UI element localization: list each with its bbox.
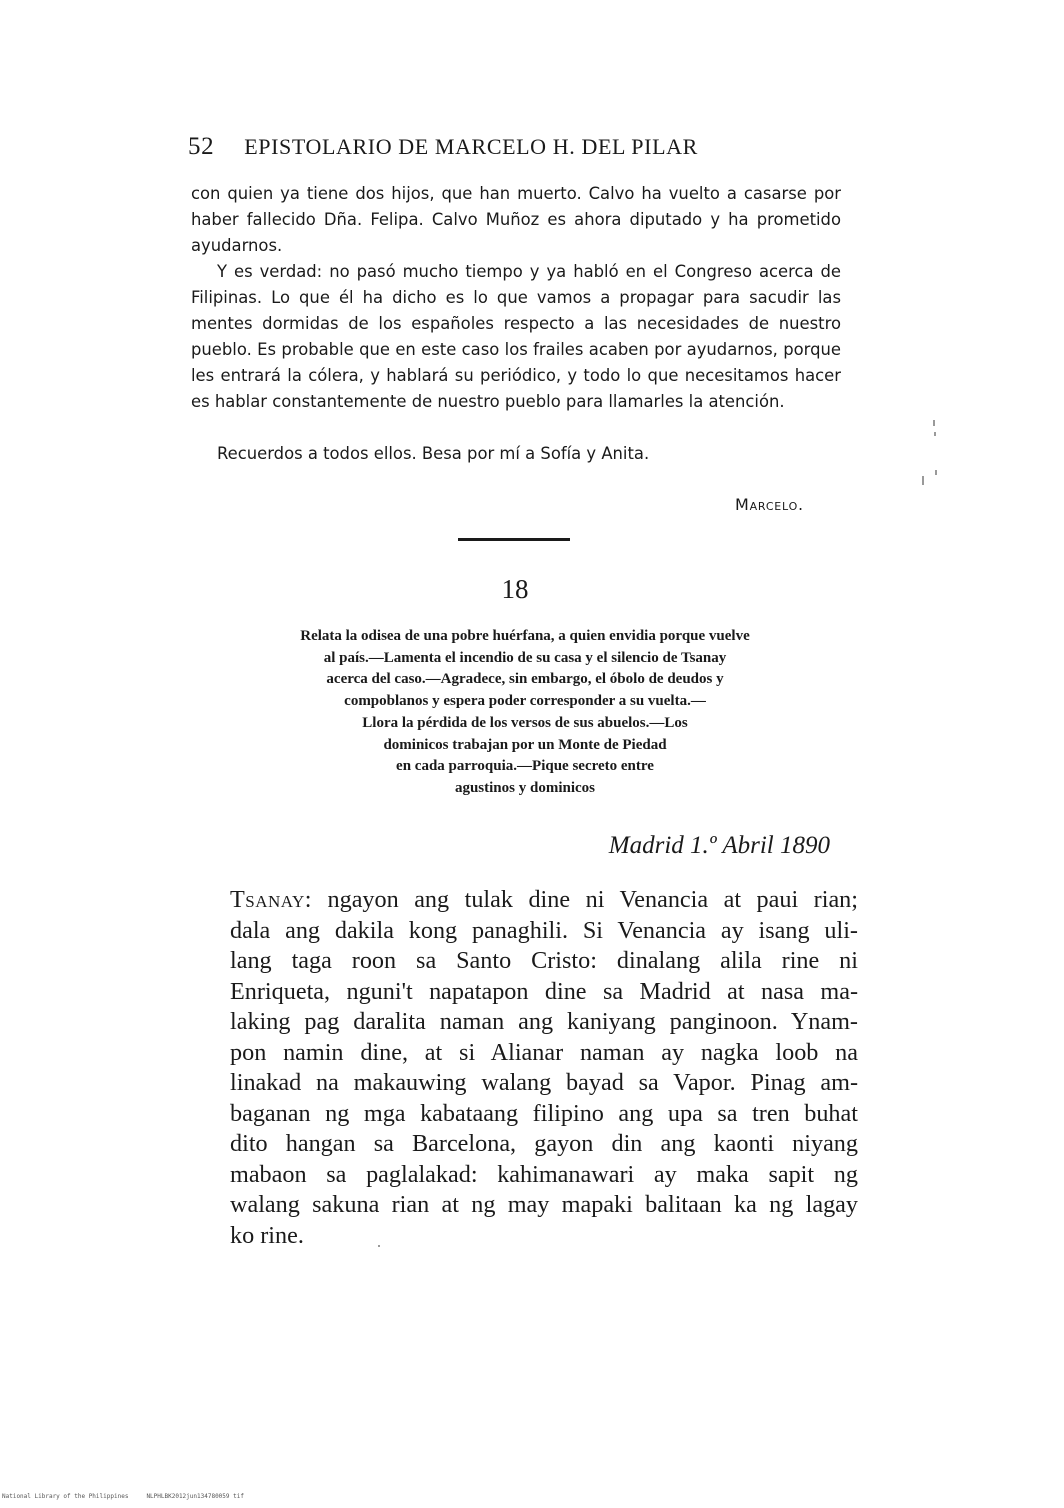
summary-line: dominicos trabajan por un Monte de Piedad [383, 736, 667, 753]
body-line: linakad na makauwing walang bayad sa Vapor. Pinag am- [230, 1069, 858, 1096]
body-line: pon namin dine, at si Alianar naman ay nagka loob na [230, 1038, 858, 1066]
letter-body [230, 885, 858, 1251]
scan-speck [935, 470, 937, 475]
body-line [230, 885, 858, 916]
body-line: lang taga roon sa Santo Cristo: dinalang alila rine ni [230, 947, 858, 974]
scan-speck [934, 432, 936, 436]
body-line: dala ang dakila kong panaghili. Si Venancia ay isang uli- [230, 916, 858, 944]
scan-speck [922, 476, 924, 485]
scan-reference: NLPHLBK2012jun134780059 tif [146, 1493, 244, 1500]
signature-text: Marcelo. [735, 495, 804, 514]
scan-speck [378, 1245, 380, 1247]
summary-line: Relata la odisea de una pobre huérfana, a quien envidia porque vuelve [300, 628, 750, 644]
summary-line: compoblanos y espera poder corresponder a su vuelta.— [344, 693, 706, 710]
summary-line: agustinos y dominicos [454, 779, 596, 796]
running-title: EPISTOLARIO DE MARCELO H. DEL PILAR [244, 134, 698, 159]
page-number: 52 [188, 133, 215, 160]
summary-line: en cada parroquia.—Pique secreto entre [396, 758, 654, 775]
addressee: Tsanay: [230, 886, 312, 913]
body-line: baganan ng mga kabataang filipino ang upa sa tren buhat [230, 1099, 858, 1127]
summary-line: Llora la pérdida de los versos de sus abuelos.—Los [362, 714, 688, 731]
previous-letter-paragraph: con quien ya tiene dos hijos, que han muerto. Calvo ha vuelto a casarse por haber fallecido Dña. Felipa. Calvo Muñoz es ahora diputado y ha prometido ayudarnos. [191, 184, 841, 255]
scan-speck [933, 420, 935, 426]
body-line: laking pag daralita naman ang kaniyang panginoon. Ynam- [230, 1008, 858, 1035]
letter-number: 18 [501, 574, 529, 604]
previous-letter-paragraph: Y es verdad: no pasó mucho tiempo y ya habló en el Congreso acerca de Filipinas. Lo que él ha dicho es lo que vamos a propagar para sacudir las mentes dormidas de los españoles respecto a las necesidades de nuestro pueblo. Es probable que en este caso los frailes acaben por ayudarnos, porque les entrará la cólera, y hablará su periódico, y todo lo que necesitamos hacer es hablar constantemente de nuestro pueblo para llamarles la atención. [191, 262, 841, 411]
body-line: walang sakuna rian at ng may mapaki balitaan ka ng lagay [230, 1191, 858, 1218]
signature [735, 495, 845, 514]
scan-source: National Library of the Philippines [2, 1493, 129, 1500]
body-line-text: ngayon ang tulak dine ni Venancia at paui rian; [327, 886, 858, 913]
section-divider [458, 538, 570, 541]
body-line: dito hangan sa Barcelona, gayon din ang kaonti niyang [230, 1130, 858, 1157]
letter-date: Madrid 1.º Abril 1890 [608, 832, 830, 859]
summary-line: al país.—Lamenta el incendio de su casa y el silencio de Tsanay [323, 649, 727, 666]
body-line: mabaon sa paglalakad: kahimanawari ay maka sapit ng [230, 1160, 858, 1188]
previous-letter-paragraph: Recuerdos a todos ellos. Besa por mí a Sofía y Anita. [217, 444, 650, 463]
body-line: ko rine. [230, 1221, 304, 1249]
body-line: Enriqueta, nguni't napatapon dine sa Madrid at nasa ma- [230, 977, 858, 1005]
summary-line: acerca del caso.—Agradece, sin embargo, el óbolo de deudos y [326, 671, 724, 688]
running-head [188, 133, 788, 161]
letter-summary [195, 626, 855, 800]
scan-footer [2, 1493, 302, 1500]
